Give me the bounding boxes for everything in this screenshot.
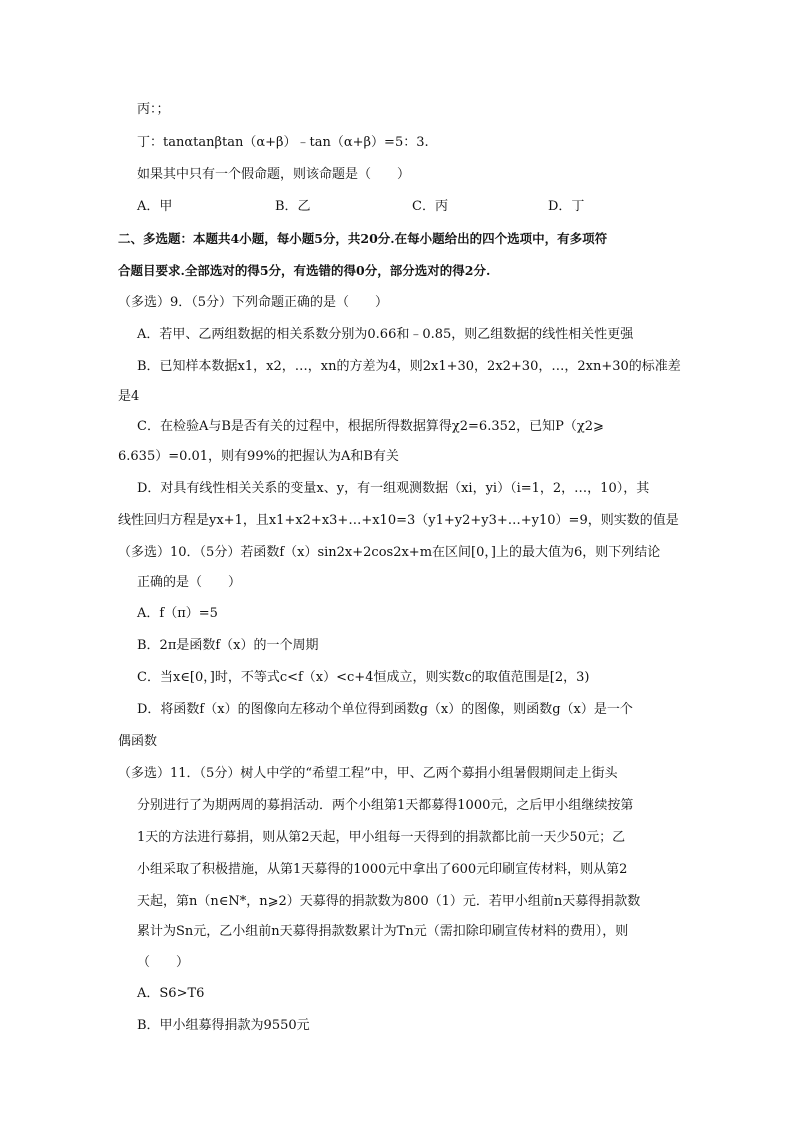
question-11-stem-line2: 分别进行了为期两周的募捐活动．两个小组第1天都募得1000元，之后甲小组继续按第	[137, 798, 634, 813]
question-11-stem-line6: 累计为Sn元，乙小组前n天募得捐款数累计为Tn元（需扣除印刷宣传材料的费用），则	[137, 924, 629, 939]
q9-option-b-line2: 是4	[118, 389, 140, 404]
question-9-stem: （多选）9．（5分）下列命题正确的是（ ）	[118, 295, 389, 310]
q9-option-a: A．若甲、乙两组数据的相关系数分别为0.66和﹣0.85，则乙组数据的线性相关性更强	[137, 327, 634, 342]
q8-option-a: A．甲	[137, 199, 173, 214]
question-8-stem: 如果其中只有一个假命题，则该命题是（ ）	[137, 167, 411, 182]
statement-bing: 丙：；	[137, 102, 170, 117]
q10-option-b: B．2π是函数f（x）的一个周期	[137, 638, 319, 653]
q9-option-b-line1: B．已知样本数据x1，x2，…，xn的方差为4，则2x1+30，2x2+30，…，2xn+30的标准差	[137, 359, 681, 374]
q8-option-d: D．丁	[548, 199, 585, 214]
q9-option-d-line1: D．对具有线性相关关系的变量x、y，有一组观测数据（xi，yi）（i=1，2，…，10），其	[137, 481, 650, 496]
statement-ding: 丁：tanαtanβtan（α+β）﹣tan（α+β）=5：3.	[137, 135, 429, 150]
q8-option-b: B．乙	[275, 199, 311, 214]
q10-option-d-line1: D．将函数f（x）的图像向左移动个单位得到函数g（x）的图像，则函数g（x）是一个	[137, 702, 633, 717]
question-11-stem-line1: （多选）11．（5分）树人中学的“希望工程”中，甲、乙两个募捐小组暑假期间走上街头	[118, 766, 618, 781]
q10-option-c: C．当x∈[0，]时，不等式c<f（x）<c+4恒成立，则实数c的取值范围是[2，3)	[137, 670, 590, 685]
q11-option-a: A．S6>T6	[137, 986, 205, 1001]
q10-option-a: A．f（π）=5	[137, 606, 218, 621]
section-2-header-line2: 合题目要求.全部选对的得5分，有选错的得0分，部分选对的得2分.	[118, 263, 491, 278]
question-11-stem-line3: 1天的方法进行募捐，则从第2天起，甲小组每一天得到的捐款都比前一天少50元；乙	[137, 830, 626, 845]
q9-option-d-line2: 线性回归方程是yx+1，且x1+x2+x3+…+x10=3（y1+y2+y3+…+y10）=9，则实数的值是	[118, 513, 679, 528]
section-2-header-line1: 二、多选题：本题共4小题，每小题5分，共20分.在每小题给出的四个选项中，有多项符	[118, 231, 608, 246]
question-11-stem-line5: 天起，第n（n∈N*，n⩾2）天募得的捐款数为800（1）元．若甲小组前n天募得捐款数	[137, 894, 641, 909]
q11-option-b: B．甲小组募得捐款为9550元	[137, 1018, 310, 1033]
q10-option-d-line2: 偶函数	[118, 734, 158, 749]
question-10-stem-line1: （多选）10．（5分）若函数f（x）sin2x+2cos2x+m在区间[0，]上的最大值为6，则下列结论	[118, 545, 661, 560]
q9-option-c-line1: C．在检验A与B是否有关的过程中，根据所得数据算得χ2=6.352，已知P（χ2⩾	[137, 419, 604, 434]
question-11-stem-line4: 小组采取了积极措施，从第1天募得的1000元中拿出了600元印刷宣传材料，则从第2	[137, 862, 628, 877]
q8-option-c: C．丙	[412, 199, 448, 214]
question-10-stem-line2: 正确的是（ ）	[137, 575, 242, 590]
q9-option-c-line2: 6.635）=0.01，则有99%的把握认为A和B有关	[118, 449, 399, 464]
question-11-stem-line7: （ ）	[137, 955, 190, 970]
